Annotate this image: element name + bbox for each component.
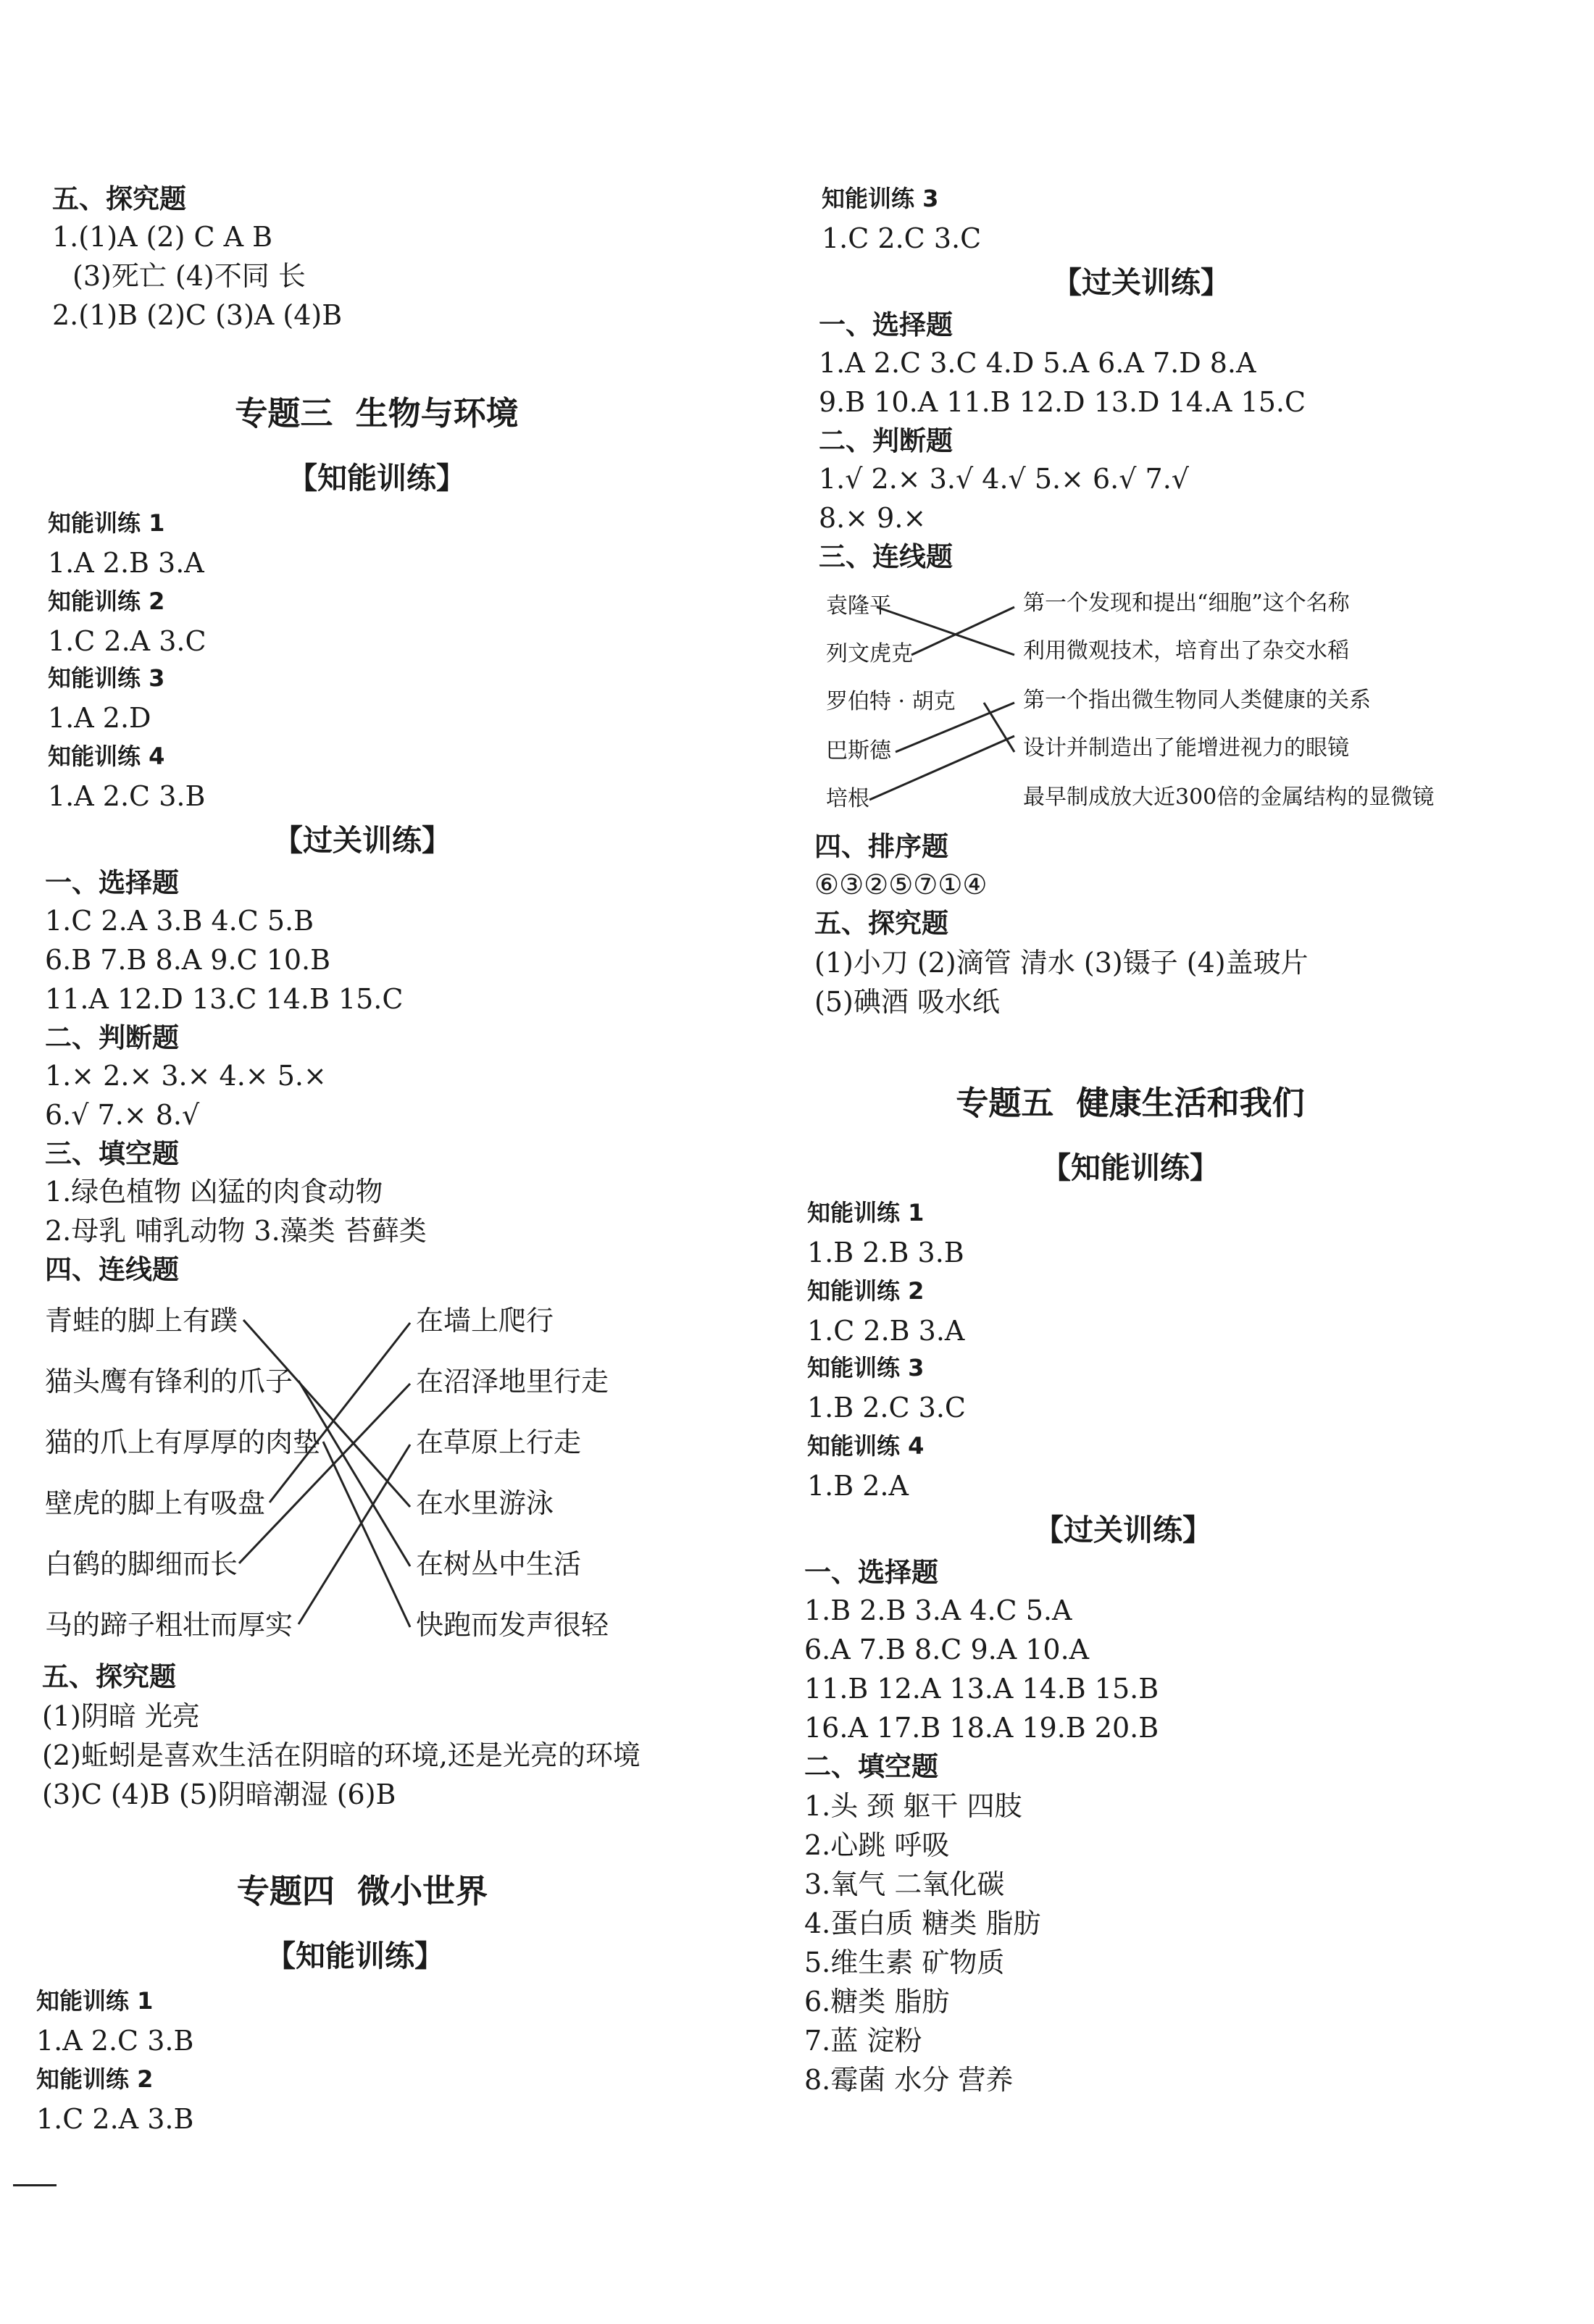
answer-line: 2.心跳 呼吸 xyxy=(804,1829,950,1861)
answer-line: 1.× 2.× 3.× 4.× 5.× xyxy=(45,1060,327,1092)
answer-line: (5)碘酒 吸水纸 xyxy=(814,986,1000,1018)
answer-line: 5.维生素 矿物质 xyxy=(804,1947,1005,1978)
answer-line: (3)死亡 (4)不同 长 xyxy=(72,260,306,292)
answer-line: (1)小刀 (2)滴管 清水 (3)镊子 (4)盖玻片 xyxy=(814,947,1309,979)
match-left-item: 猫头鹰有锋利的爪子 xyxy=(45,1366,293,1397)
section-heading: 四、排序题 xyxy=(814,831,948,862)
answer-line: 2.母乳 哺乳动物 3.藻类 苔藓类 xyxy=(45,1215,427,1247)
section-heading: 三、填空题 xyxy=(45,1138,179,1169)
match-left-item: 罗伯特 · 胡克 xyxy=(826,689,956,714)
subsection-heading: 知能训练 1 xyxy=(807,1199,925,1226)
match-right-item: 在墙上爬行 xyxy=(416,1305,554,1337)
answer-line: 1.A 2.C 3.B xyxy=(36,2025,194,2057)
match-left-item: 巴斯德 xyxy=(826,738,891,764)
answer-line: 4.蛋白质 糖类 脂肪 xyxy=(804,1907,1041,1939)
answer-line: 1.B 2.B 3.A 4.C 5.A xyxy=(804,1594,1072,1626)
answer-line: 7.蓝 淀粉 xyxy=(804,2025,922,2057)
match-right-item: 利用微观技术，培育出了杂交水稻 xyxy=(1023,638,1349,664)
subsection-heading: 知能训练 3 xyxy=(807,1354,925,1382)
subsection-heading: 知能训练 3 xyxy=(48,664,165,692)
topic-title: 专题三 生物与环境 xyxy=(235,394,519,432)
match-left-item: 猫的爪上有厚厚的肉垫 xyxy=(45,1426,321,1458)
answer-line: 11.A 12.D 13.C 14.B 15.C xyxy=(45,983,404,1015)
section-heading: 五、探究题 xyxy=(52,183,186,214)
section-bracket-title: 【知能训练】 xyxy=(288,461,466,496)
answer-line: (2)蚯蚓是喜欢生活在阴暗的环境,还是光亮的环境 xyxy=(42,1739,640,1771)
answer-line: (1)阴暗 光亮 xyxy=(42,1700,200,1732)
answer-line: 1.B 2.B 3.B xyxy=(807,1237,964,1268)
match-left-item: 培根 xyxy=(826,786,869,811)
section-heading: 二、判断题 xyxy=(45,1022,179,1053)
section-bracket-title: 【过关训练】 xyxy=(1034,1513,1212,1547)
match-right-item: 最早制成放大近300倍的金属结构的显微镜 xyxy=(1023,785,1435,810)
answer-line: 1.√ 2.× 3.√ 4.√ 5.× 6.√ 7.√ xyxy=(819,463,1190,495)
section-heading: 五、探究题 xyxy=(42,1661,176,1692)
answer-line: 8.霉菌 水分 营养 xyxy=(804,2064,1014,2096)
answer-line: 1.C 2.A 3.C xyxy=(48,625,206,657)
match-right-item: 第一个发现和提出“细胞”这个名称 xyxy=(1023,590,1350,616)
answer-line: 6.B 7.B 8.A 9.C 10.B xyxy=(45,944,331,976)
section-heading: 一、选择题 xyxy=(819,309,953,340)
match-line xyxy=(869,736,1014,800)
answer-line: 1.A 2.C 3.B xyxy=(48,780,206,812)
match-line xyxy=(243,1320,410,1507)
match-left-item: 壁虎的脚上有吸盘 xyxy=(45,1487,266,1519)
answer-line: 8.× 9.× xyxy=(819,502,927,534)
match-right-item: 在树丛中生活 xyxy=(416,1548,582,1580)
answer-line: 1.B 2.C 3.C xyxy=(807,1392,967,1424)
answer-line: ⑥③②⑤⑦①④ xyxy=(814,869,988,900)
answer-line: 1.头 颈 躯干 四肢 xyxy=(804,1790,1022,1822)
section-heading: 五、探究题 xyxy=(814,908,948,939)
subsection-heading: 知能训练 2 xyxy=(36,2065,154,2093)
answer-line: 6.糖类 脂肪 xyxy=(804,1986,950,2018)
subsection-heading: 知能训练 2 xyxy=(807,1277,925,1305)
section-heading: 一、选择题 xyxy=(804,1557,938,1588)
match-line xyxy=(911,607,1014,655)
answer-line: 1.A 2.D xyxy=(48,702,151,734)
answer-line: 6.A 7.B 8.C 9.A 10.A xyxy=(804,1634,1090,1665)
answer-line: (3)C (4)B (5)阴暗潮湿 (6)B xyxy=(42,1778,396,1810)
match-right-item: 在沼泽地里行走 xyxy=(416,1366,609,1397)
answer-line: 1.C 2.C 3.C xyxy=(822,222,982,254)
answer-line: 1.C 2.A 3.B xyxy=(36,2103,194,2135)
answer-line: 2.(1)B (2)C (3)A (4)B xyxy=(52,299,343,331)
answer-line: 1.绿色植物 凶猛的肉食动物 xyxy=(45,1176,383,1208)
match-left-item: 列文虎克 xyxy=(826,641,913,666)
answer-line: 16.A 17.B 18.A 19.B 20.B xyxy=(804,1712,1159,1744)
subsection-heading: 知能训练 2 xyxy=(48,588,165,615)
match-line xyxy=(323,1442,410,1627)
answer-line: 1.A 2.C 3.C 4.D 5.A 6.A 7.D 8.A xyxy=(819,347,1256,379)
subsection-heading: 知能训练 4 xyxy=(48,743,165,770)
match-left-item: 马的蹄子粗壮而厚实 xyxy=(45,1609,293,1641)
section-heading: 三、连线题 xyxy=(819,541,953,572)
section-heading: 二、判断题 xyxy=(819,425,953,456)
topic-title: 专题五 健康生活和我们 xyxy=(956,1084,1305,1122)
match-right-item: 第一个指出微生物同人类健康的关系 xyxy=(1023,687,1371,713)
answer-line: 6.√ 7.× 8.√ xyxy=(45,1099,200,1131)
match-left-item: 白鹤的脚细而长 xyxy=(45,1548,238,1580)
subsection-heading: 知能训练 4 xyxy=(807,1432,925,1460)
answer-line: 1.A 2.B 3.A xyxy=(48,547,204,579)
answer-line: 11.B 12.A 13.A 14.B 15.B xyxy=(804,1673,1159,1705)
section-heading: 一、选择题 xyxy=(45,867,179,898)
topic-title: 专题四 微小世界 xyxy=(236,1872,488,1910)
match-right-item: 在草原上行走 xyxy=(416,1426,582,1458)
answer-line: 3.氧气 二氧化碳 xyxy=(804,1868,1005,1900)
match-right-item: 设计并制造出了能增进视力的眼镜 xyxy=(1023,735,1349,761)
section-bracket-title: 【过关训练】 xyxy=(273,823,451,858)
subsection-heading: 知能训练 1 xyxy=(36,1987,154,2015)
match-left-item: 青蛙的脚上有蹼 xyxy=(45,1305,238,1337)
section-bracket-title: 【知能训练】 xyxy=(266,1939,444,1973)
match-right-item: 在水里游泳 xyxy=(416,1487,554,1519)
match-right-item: 快跑而发声很轻 xyxy=(416,1609,609,1641)
section-bracket-title: 【过关训练】 xyxy=(1052,265,1230,300)
subsection-heading: 知能训练 3 xyxy=(822,185,939,212)
answer-line: 9.B 10.A 11.B 12.D 13.D 14.A 15.C xyxy=(819,386,1306,418)
match-left-item: 袁隆平 xyxy=(826,593,891,619)
answer-line: 1.C 2.A 3.B 4.C 5.B xyxy=(45,905,314,937)
section-bracket-title: 【知能训练】 xyxy=(1041,1150,1219,1185)
answer-line: 1.B 2.A xyxy=(807,1470,909,1502)
section-heading: 四、连线题 xyxy=(45,1254,179,1285)
subsection-heading: 知能训练 1 xyxy=(48,509,165,537)
section-heading: 二、填空题 xyxy=(804,1751,938,1782)
footer-rule xyxy=(13,2184,57,2186)
answer-line: 1.C 2.B 3.A xyxy=(807,1315,965,1347)
answer-line: 1.(1)A (2) C A B xyxy=(52,221,273,253)
